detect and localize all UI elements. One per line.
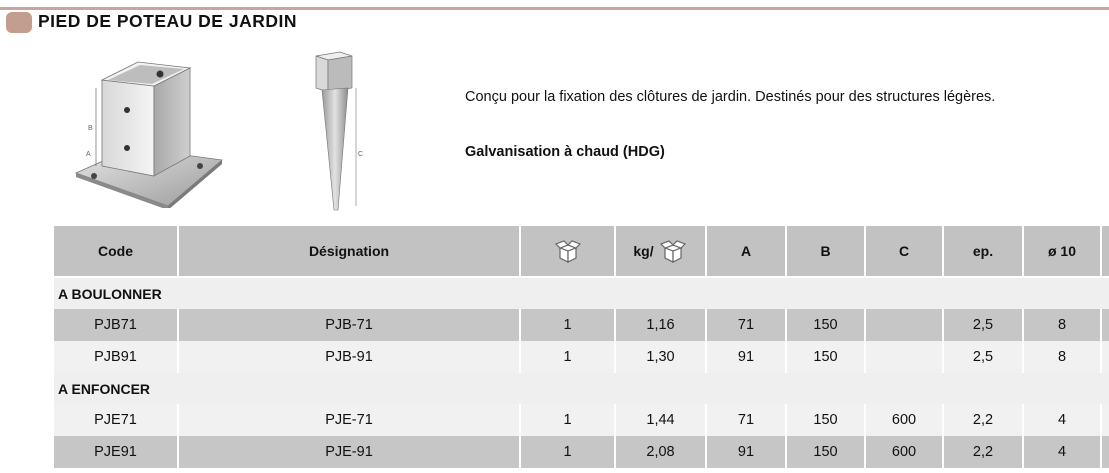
- cell-b: 150: [786, 341, 865, 373]
- cell-qty: 1: [520, 309, 615, 341]
- col-header-b: B: [786, 226, 865, 277]
- title-tab: [6, 12, 32, 33]
- col-header-quantity: [520, 226, 615, 277]
- col-header-designation: Désignation: [178, 226, 520, 277]
- cell-designation: PJB-71: [178, 309, 520, 341]
- cell-ep: 2,2: [943, 404, 1023, 436]
- spec-table: [54, 226, 1109, 468]
- cell-qty: 1: [520, 436, 615, 468]
- cell-designation: PJE-91: [178, 436, 520, 468]
- table-row: [54, 309, 1109, 341]
- post-base-plate-image: [72, 48, 232, 208]
- cell-d10: 4: [1023, 436, 1101, 468]
- cell-a: 91: [706, 341, 786, 373]
- title-rule: [0, 7, 1109, 10]
- cell-kg: 1,30: [615, 341, 706, 373]
- cell-code: PJE71: [54, 404, 178, 436]
- cell-ep: 2,2: [943, 436, 1023, 468]
- col-header-weight: [615, 226, 706, 277]
- table-row: [54, 341, 1109, 373]
- section-row-enfoncer: [54, 373, 1109, 404]
- cell-extra: [1101, 404, 1109, 436]
- box-icon: [553, 236, 583, 266]
- cell-ep: 2,5: [943, 309, 1023, 341]
- col-header-a: A: [706, 226, 786, 277]
- cell-kg: 1,16: [615, 309, 706, 341]
- svg-text:C: C: [358, 151, 364, 158]
- cell-a: 71: [706, 309, 786, 341]
- col-header-extra: [1101, 226, 1109, 277]
- cell-code: PJB91: [54, 341, 178, 373]
- cell-extra: [1101, 309, 1109, 341]
- cell-extra: [1101, 341, 1109, 373]
- cell-d10: 8: [1023, 309, 1101, 341]
- post-spike-image: [300, 46, 370, 214]
- cell-c: 600: [865, 404, 943, 436]
- page-title: PIED DE POTEAU DE JARDIN: [38, 11, 297, 31]
- section-label: A BOULONNER: [54, 277, 1109, 309]
- cell-b: 150: [786, 404, 865, 436]
- col-header-ep: ep.: [943, 226, 1023, 277]
- table-row: [54, 404, 1109, 436]
- table-header-row: [54, 226, 1109, 277]
- kg-label: kg/: [633, 243, 654, 259]
- svg-text:A: A: [86, 151, 91, 158]
- cell-designation: PJE-71: [178, 404, 520, 436]
- cell-d10: 8: [1023, 341, 1101, 373]
- svg-text:B: B: [88, 125, 93, 132]
- cell-designation: PJB-91: [178, 341, 520, 373]
- finish-note: Galvanisation à chaud (HDG): [465, 144, 665, 160]
- cell-c: 600: [865, 436, 943, 468]
- cell-kg: 2,08: [615, 436, 706, 468]
- section-label: A ENFONCER: [54, 373, 1109, 404]
- col-header-d10: ø 10: [1023, 226, 1101, 277]
- table-row: [54, 436, 1109, 468]
- cell-qty: 1: [520, 404, 615, 436]
- cell-a: 91: [706, 436, 786, 468]
- cell-code: PJB71: [54, 309, 178, 341]
- col-header-code: Code: [54, 226, 178, 277]
- cell-d10: 4: [1023, 404, 1101, 436]
- cell-b: 150: [786, 436, 865, 468]
- cell-extra: [1101, 436, 1109, 468]
- cell-kg: 1,44: [615, 404, 706, 436]
- cell-c: [865, 341, 943, 373]
- col-header-c: C: [865, 226, 943, 277]
- section-row-boulonner: [54, 277, 1109, 309]
- cell-a: 71: [706, 404, 786, 436]
- cell-qty: 1: [520, 341, 615, 373]
- product-description: Conçu pour la fixation des clôtures de jardin. Destinés pour des structures légères.: [465, 89, 996, 105]
- cell-c: [865, 309, 943, 341]
- cell-b: 150: [786, 309, 865, 341]
- box-icon: [658, 236, 688, 266]
- cell-ep: 2,5: [943, 341, 1023, 373]
- cell-code: PJE91: [54, 436, 178, 468]
